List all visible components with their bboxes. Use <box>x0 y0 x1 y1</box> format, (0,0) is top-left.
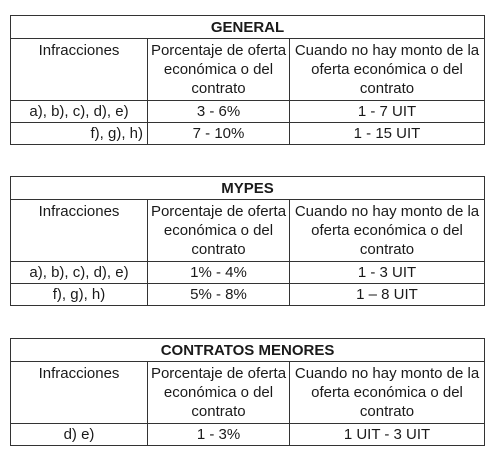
table-title: MYPES <box>11 177 485 200</box>
column-header-infracciones: Infracciones <box>11 39 148 101</box>
column-header-infracciones: Infracciones <box>11 200 148 262</box>
column-header-infracciones: Infracciones <box>11 362 148 424</box>
cell-porcentaje: 1% - 4% <box>148 262 290 284</box>
cell-sin-monto: 1 - 7 UIT <box>290 101 485 123</box>
cell-sin-monto: 1 - 3 UIT <box>290 262 485 284</box>
cell-infracciones: a), b), c), d), e) <box>11 262 148 284</box>
cell-infracciones: d) e) <box>11 424 148 446</box>
table-row <box>11 123 485 145</box>
table-row <box>11 424 485 446</box>
table-row <box>11 284 485 306</box>
header-row <box>11 39 485 101</box>
column-header-porcentaje: Porcentaje de oferta económica o del contrato <box>148 362 290 424</box>
table-title: GENERAL <box>11 16 485 39</box>
cell-sin-monto: 1 - 15 UIT <box>290 123 485 145</box>
cell-porcentaje: 7 - 10% <box>148 123 290 145</box>
cell-infracciones: f), g), h) <box>11 284 148 306</box>
cell-infracciones: a), b), c), d), e) <box>11 101 148 123</box>
cell-porcentaje: 1 - 3% <box>148 424 290 446</box>
header-row <box>11 200 485 262</box>
mypes-table <box>10 176 485 306</box>
cell-porcentaje: 3 - 6% <box>148 101 290 123</box>
column-header-porcentaje: Porcentaje de oferta económica o del contrato <box>148 200 290 262</box>
column-header-porcentaje: Porcentaje de oferta económica o del contrato <box>148 39 290 101</box>
table-row <box>11 262 485 284</box>
column-header-sin-monto: Cuando no hay monto de la oferta económica o del contrato <box>290 39 485 101</box>
column-header-sin-monto: Cuando no hay monto de la oferta económica o del contrato <box>290 200 485 262</box>
contratos-menores-table <box>10 338 485 446</box>
cell-porcentaje: 5% - 8% <box>148 284 290 306</box>
general-table <box>10 15 485 145</box>
column-header-sin-monto: Cuando no hay monto de la oferta económica o del contrato <box>290 362 485 424</box>
header-row <box>11 362 485 424</box>
table-title: CONTRATOS MENORES <box>11 339 485 362</box>
table-row <box>11 101 485 123</box>
cell-sin-monto: 1 – 8 UIT <box>290 284 485 306</box>
cell-sin-monto: 1 UIT - 3 UIT <box>290 424 485 446</box>
cell-infracciones: f), g), h) <box>11 123 148 145</box>
